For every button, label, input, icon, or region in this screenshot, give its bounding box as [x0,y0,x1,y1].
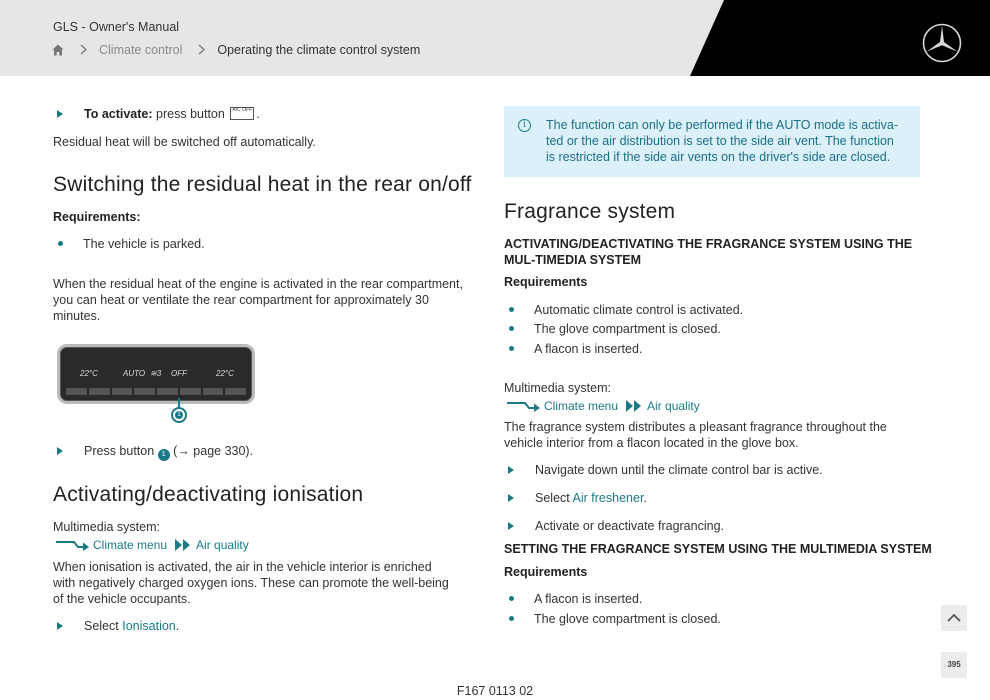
scroll-top-button[interactable] [941,605,967,631]
scroll-top-icon [941,605,967,631]
residual-off-text: Residual heat will be switched off automatically. [53,135,316,149]
manual-title: GLS - Owner's Manual [53,20,180,34]
multimedia-label: Multimedia system: [504,381,611,395]
bullet-dot-icon [509,307,514,312]
bullet-arrow-icon [508,466,514,474]
chevron-right-icon [198,42,205,58]
air-quality-link[interactable]: Air quality [196,538,249,552]
menu-arrow-icon [56,539,90,551]
bullet-arrow-icon [57,622,63,630]
chevron-right-icon [80,42,87,58]
step-select-air-freshener: Select Air freshener. [535,491,647,505]
activate-instruction: To activate: press button A/C OFF . [84,107,260,121]
callout-marker: 1 [171,407,187,423]
bullet-arrow-icon [57,110,63,118]
air-quality-link[interactable]: Air quality [647,399,700,413]
bullet-dot-icon [509,616,514,621]
home-icon[interactable] [52,44,64,56]
climate-control-panel-image [57,344,255,404]
bullet-dot-icon [509,346,514,351]
req-item: A flacon is inserted. [534,342,643,356]
fragrance-subheading-1: ACTIVATING/DEACTIVATING THE FRAGRANCE SYSTEM USING THE MUL-TIMEDIA SYSTEM [504,237,913,267]
activate-text: press button [156,107,225,121]
select-text: Select [535,491,570,505]
climate-menu-link[interactable]: Climate menu [93,538,168,552]
breadcrumb [52,42,420,58]
req-item: A flacon is inserted. [534,592,643,606]
fragrance-requirements-label-2: Requirements [504,565,588,579]
climate-menu-link[interactable]: Climate menu [544,399,619,413]
double-chevron-icon [626,400,642,412]
fragrance-subheading-2: SETTING THE FRAGRANCE SYSTEM USING THE MULTIMEDIA SYSTEM [504,542,932,556]
double-chevron-icon [175,539,191,551]
fragrance-requirements-label: Requirements [504,275,588,289]
fragrance-heading: Fragrance system [504,200,676,223]
panel-off: OFF [171,369,187,378]
info-icon: i [518,119,531,132]
multimedia-label: Multimedia system: [53,520,160,534]
requirement-parked: The vehicle is parked. [83,237,205,251]
ionisation-heading: Activating/deactivating ionisation [53,483,364,506]
select-text: Select [84,619,119,633]
breadcrumb-climate-control[interactable]: Climate control [99,43,183,57]
bullet-dot-icon [58,241,63,246]
mercedes-star-logo[interactable] [922,23,962,63]
press-button-text: Press button [84,444,155,458]
ionisation-paragraph: When ionisation is activated, the air in the vehicle interior is enriched with negatively charged oxygen ions. These can promote the well-being of the vehicle occupants. [53,560,449,606]
info-box [504,106,920,177]
panel-fan: ≋3 [150,369,162,378]
panel-temp-right: 22°C [216,369,234,378]
panel-temp-left: 22°C [80,369,98,378]
menu-path [507,399,708,413]
step-activate-fragrancing: Activate or deactivate fragrancing. [535,519,724,533]
rear-heading: Switching the residual heat in the rear on/off [53,173,472,196]
panel-auto: AUTO [123,369,146,378]
info-text: The function can only be performed if the AUTO mode is activa-ted or the air distribution is set to the side air vent. The function is restricted if the side air vents on the driver's side are closed. [546,118,899,164]
menu-arrow-icon [507,400,541,412]
page-reference-link[interactable]: (→ page 330). [173,444,254,458]
bullet-dot-icon [509,596,514,601]
step-navigate: Navigate down until the climate control bar is active. [535,463,823,477]
bullet-arrow-icon [508,522,514,530]
number-badge: 1 [158,449,170,461]
bullet-arrow-icon [508,494,514,502]
panel-button-strip [66,388,246,395]
fragrance-paragraph: The fragrance system distributes a pleasant fragrance throughout the vehicle interior from a flacon located in the glove box. [504,420,887,450]
air-freshener-link[interactable]: Air freshener [572,491,644,505]
ionisation-link[interactable]: Ionisation [122,619,176,633]
bullet-dot-icon [509,326,514,331]
requirements-label: Requirements: [53,210,141,224]
footer-code: F167 0113 02 [456,684,534,698]
req-item: The glove compartment is closed. [534,612,721,626]
req-item: Automatic climate control is activated. [534,303,744,317]
page-number-badge[interactable]: 395 [941,652,967,678]
press-button-instruction [84,443,253,461]
select-ionisation: Select Ionisation. [84,619,180,633]
bullet-arrow-icon [57,447,63,455]
breadcrumb-current: Operating the climate control system [217,43,421,57]
ac-off-button-icon: A/C OFF [230,107,254,120]
menu-path [56,538,257,552]
rear-paragraph: When the residual heat of the engine is activated in the rear compartment, you can heat or ventilate the rear compartment for approximately 30 minutes. [53,277,463,323]
req-item: The glove compartment is closed. [534,322,721,336]
activate-label: To activate: [84,107,153,121]
